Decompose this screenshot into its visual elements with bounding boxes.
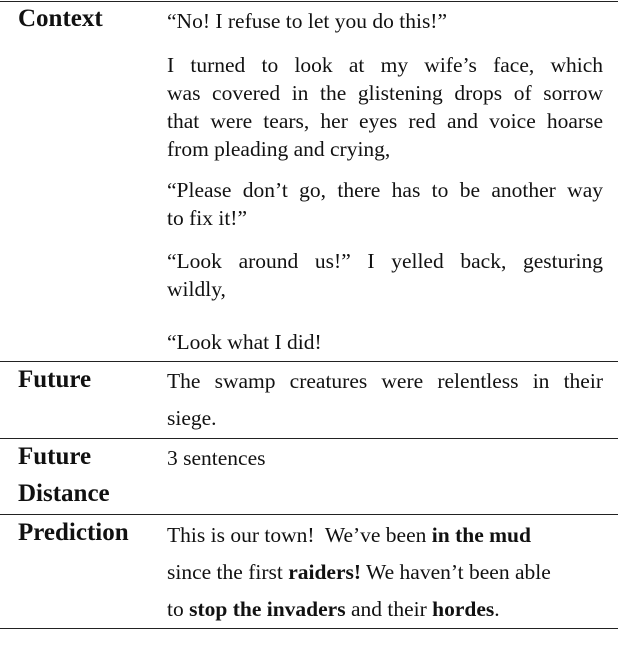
highlight-phrase: hordes: [432, 597, 495, 621]
prediction-line-1: This is our town! We’ve been in the mud: [167, 523, 531, 547]
future-text: The swamp creatures were relentless in their siege.: [167, 369, 603, 430]
context-paragraph-3: “Please don’t go, there has to be another way to fix it!”: [167, 178, 603, 230]
future-distance-label-line2: Distance: [18, 480, 110, 507]
context-paragraph-4: “Look around us!” I yelled back, gesturing wildly,: [167, 249, 603, 301]
highlight-phrase: in the mud: [431, 523, 531, 547]
highlight-phrase: raiders!: [288, 560, 362, 584]
row-divider: [0, 438, 618, 439]
future-distance-label-line1: Future: [18, 443, 92, 470]
future-label: Future: [18, 366, 92, 393]
context-label: Context: [18, 5, 103, 32]
context-paragraph-1: “No! I refuse to let you do this!”: [167, 9, 448, 33]
context-paragraph-5: “Look what I did!: [167, 330, 322, 354]
prediction-line-2: since the first raiders! We haven’t been able: [167, 560, 551, 584]
prediction-line-3: to stop the invaders and their hordes.: [167, 597, 500, 621]
prediction-text: [167, 517, 603, 628]
highlight-phrase: stop the invaders: [189, 597, 346, 621]
table-bottom-rule: [0, 628, 618, 629]
row-divider: [0, 361, 618, 362]
context-paragraph-2: I turned to look at my wife’s face, which was covered in the glistening drops of sorrow that were tears, her eyes red and voice hoarse from pleading and crying,: [167, 53, 603, 161]
future-distance-value: 3 sentences: [167, 446, 266, 470]
prediction-label: Prediction: [18, 519, 129, 546]
